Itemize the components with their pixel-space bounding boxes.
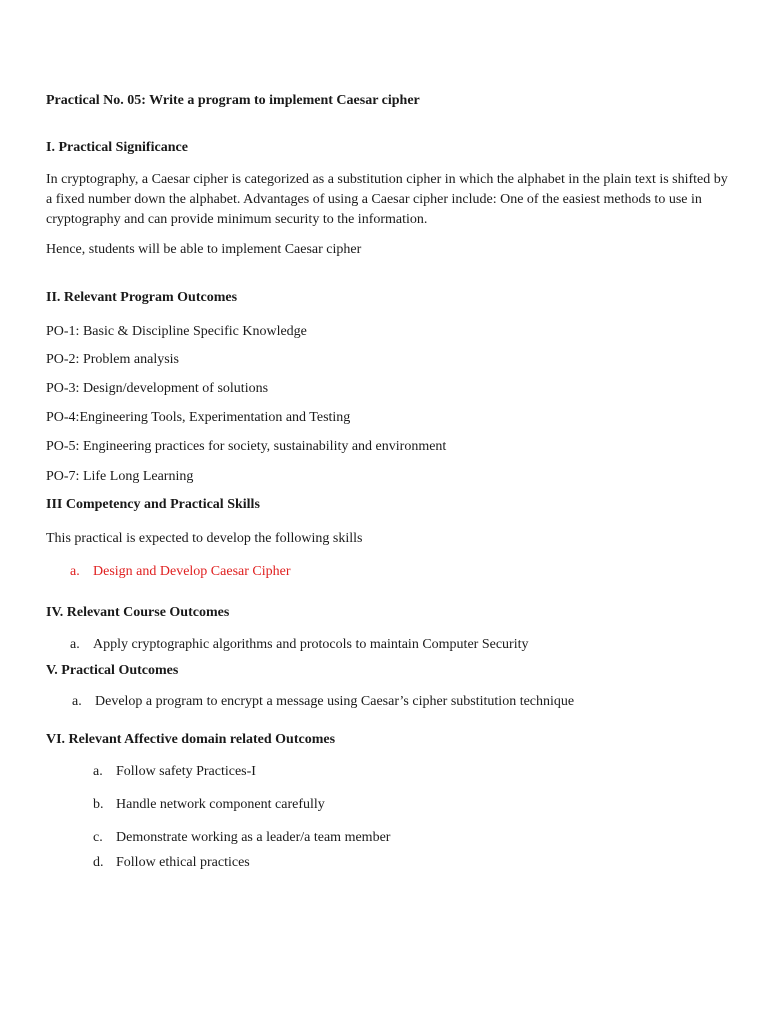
program-outcome-item: PO-2: Problem analysis <box>46 352 179 367</box>
program-outcome-item: PO-1: Basic & Discipline Specific Knowledge <box>46 324 307 339</box>
section-heading-course-outcomes: IV. Relevant Course Outcomes <box>46 605 230 620</box>
competency-intro: This practical is expected to develop the following skills <box>46 531 363 546</box>
list-marker: a. <box>93 764 103 779</box>
course-outcome-item: Apply cryptographic algorithms and protocols to maintain Computer Security <box>93 637 529 652</box>
program-outcome-item: PO-7: Life Long Learning <box>46 469 194 484</box>
section-heading-practical-significance: I. Practical Significance <box>46 140 188 155</box>
paragraph-hence: Hence, students will be able to implement Caesar cipher <box>46 242 362 257</box>
affective-outcome-item: Follow safety Practices-I <box>116 764 256 779</box>
section-heading-affective-outcomes: VI. Relevant Affective domain related Outcomes <box>46 732 336 747</box>
list-marker: c. <box>93 830 103 845</box>
practical-outcome-item: Develop a program to encrypt a message using Caesar’s cipher substitution technique <box>95 694 575 709</box>
list-marker: d. <box>93 855 104 870</box>
program-outcome-item: PO-4:Engineering Tools, Experimentation and Testing <box>46 410 351 425</box>
list-marker: a. <box>72 694 82 709</box>
list-marker: a. <box>70 637 80 652</box>
list-marker: a. <box>70 564 80 579</box>
list-marker: b. <box>93 797 104 812</box>
paragraph-significance: In cryptography, a Caesar cipher is categorized as a substitution cipher in which the alphabet in the plain text is shifted by a fixed number down the alphabet. Advantages of using a Caesar cipher include: One of the easiest methods to use in cryptography and can provide minimum security to the information. <box>46 172 728 227</box>
page-title: Practical No. 05: Write a program to implement Caesar cipher <box>46 93 420 108</box>
affective-outcome-item: Handle network component carefully <box>116 797 325 812</box>
program-outcome-item: PO-5: Engineering practices for society, sustainability and environment <box>46 439 447 454</box>
affective-outcome-item: Demonstrate working as a leader/a team member <box>116 830 391 845</box>
affective-outcome-item: Follow ethical practices <box>116 855 250 870</box>
section-heading-competency: III Competency and Practical Skills <box>46 497 260 512</box>
program-outcome-item: PO-3: Design/development of solutions <box>46 381 269 396</box>
competency-skill-item: Design and Develop Caesar Cipher <box>93 564 291 579</box>
section-heading-practical-outcomes: V. Practical Outcomes <box>46 663 179 678</box>
section-heading-program-outcomes: II. Relevant Program Outcomes <box>46 290 238 305</box>
